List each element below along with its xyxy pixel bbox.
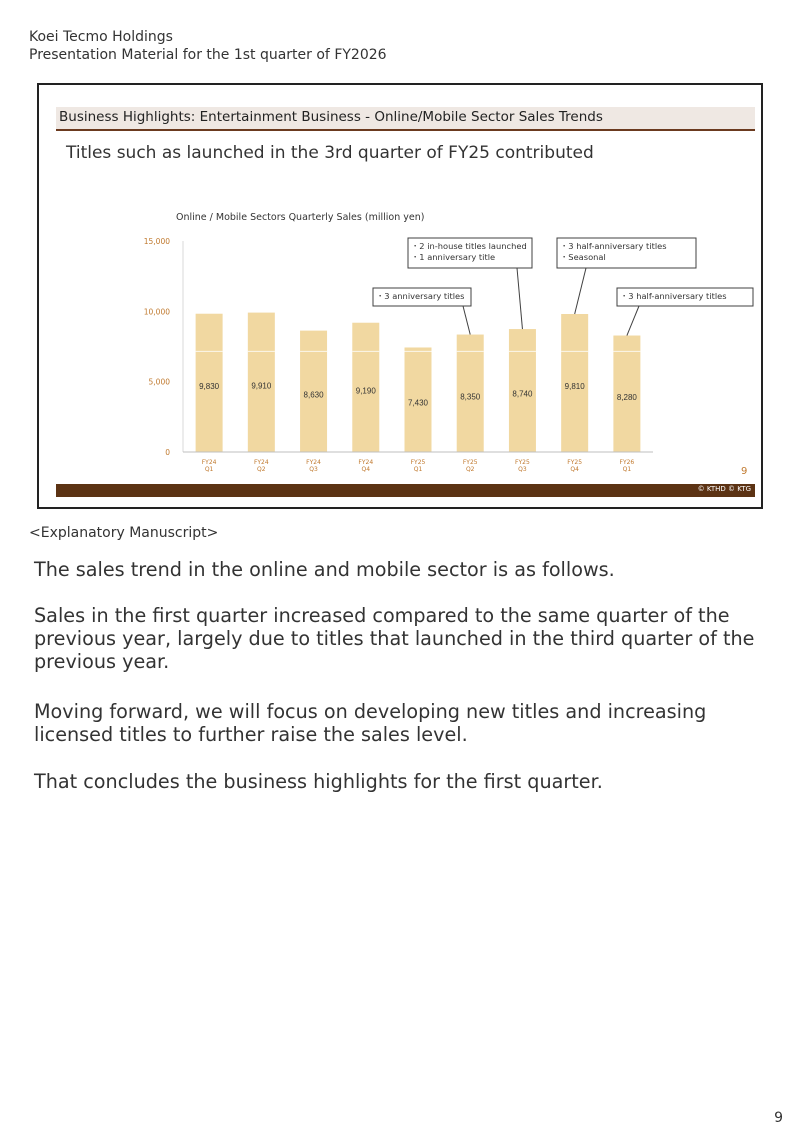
bar-value-label: 8,280: [616, 392, 637, 402]
manuscript-label: <Explanatory Manuscript>: [29, 525, 219, 541]
callout-text: ・2 in-house titles launched: [411, 241, 527, 251]
company-name: Koei Tecmo Holdings: [29, 29, 173, 45]
x-tick-label: FY24: [306, 459, 321, 466]
x-tick-label: FY25: [515, 459, 530, 466]
chart-title: Online / Mobile Sectors Quarterly Sales (million yen): [176, 212, 425, 223]
callout-text: ・3 anniversary titles: [376, 291, 465, 301]
bar-value-label: 9,910: [251, 381, 272, 391]
slide-frame: [37, 83, 763, 509]
x-tick-label: Q4: [570, 466, 579, 473]
x-tick-label: Q1: [622, 466, 632, 473]
page-number: 9: [774, 1110, 783, 1126]
callout-leader-line: [627, 306, 639, 336]
copyright-notice: © KTHD © KTG: [697, 485, 751, 493]
x-tick-label: Q2: [465, 466, 475, 473]
manuscript-paragraph-2: Sales in the first quarter increased compared to the same quarter of the previous year, largely due to titles that launched in the third quarter of the previous year.: [34, 604, 755, 673]
x-tick-label: Q1: [204, 466, 214, 473]
manuscript-paragraph-1: The sales trend in the online and mobile sector is as follows.: [34, 558, 615, 581]
bar-value-label: 8,630: [303, 390, 324, 400]
x-tick-label: Q1: [413, 466, 423, 473]
sales-bar-chart: [39, 85, 761, 483]
x-tick-label: FY26: [619, 459, 635, 466]
document-title: Presentation Material for the 1st quarter of FY2026: [29, 47, 387, 63]
callout-leader-line: [517, 268, 522, 329]
bar-value-label: 8,350: [460, 392, 481, 402]
bar-value-label: 9,190: [355, 386, 376, 396]
callout-leader-line: [463, 306, 470, 335]
x-tick-label: Q4: [361, 466, 371, 473]
bar-value-label: 9,830: [199, 381, 220, 391]
slide-footer-bar: [56, 484, 755, 497]
x-tick-label: FY25: [462, 459, 478, 466]
x-tick-label: FY25: [567, 459, 583, 466]
x-tick-label: Q3: [309, 466, 318, 473]
x-tick-label: FY24: [201, 459, 217, 466]
x-tick-label: FY24: [358, 459, 374, 466]
y-tick-label: 10,000: [143, 307, 170, 317]
slide-subtitle: Titles such as launched in the 3rd quarter of FY25 contributed: [66, 143, 594, 163]
callout-leader-line: [575, 268, 586, 314]
y-tick-label: 0: [165, 448, 170, 457]
section-title: Business Highlights: Entertainment Business - Online/Mobile Sector Sales Trends: [59, 109, 603, 125]
callout-text: ・3 half-anniversary titles: [620, 291, 727, 301]
y-tick-label: 15,000: [143, 237, 170, 246]
slide-number: 9: [741, 466, 748, 477]
x-tick-label: Q3: [518, 466, 527, 473]
bar-value-label: 8,740: [512, 389, 533, 399]
bar-value-label: 9,810: [564, 382, 585, 392]
manuscript-paragraph-4: That concludes the business highlights for the first quarter.: [34, 770, 603, 793]
y-tick-label: 5,000: [148, 377, 170, 387]
callout-text: ・1 anniversary title: [411, 252, 496, 262]
callout-text: ・Seasonal: [560, 252, 606, 262]
callout-text: ・3 half-anniversary titles: [560, 241, 667, 251]
x-tick-label: Q2: [257, 466, 266, 473]
x-tick-label: FY25: [410, 459, 426, 466]
bar-value-label: 7,430: [407, 398, 429, 408]
x-tick-label: FY24: [253, 459, 269, 466]
manuscript-paragraph-3: Moving forward, we will focus on developing new titles and increasing licensed titles to further raise the sales level.: [34, 700, 707, 746]
